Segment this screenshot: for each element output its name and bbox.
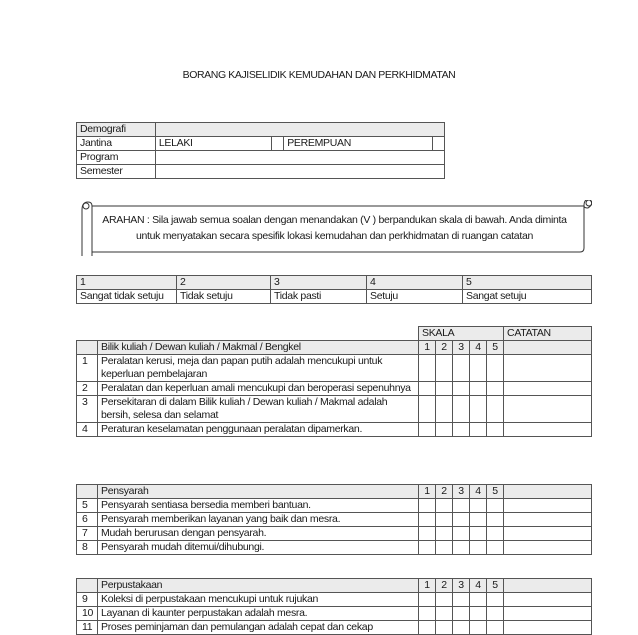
survey-row <box>77 541 592 555</box>
rating-cell-5[interactable] <box>487 513 504 527</box>
catatan-cell[interactable] <box>504 621 592 635</box>
scale-label: Setuju <box>367 290 463 304</box>
semester-field[interactable] <box>155 165 444 179</box>
rating-cell-2[interactable] <box>436 607 453 621</box>
rating-cell-1[interactable] <box>419 513 436 527</box>
catatan-cell[interactable] <box>504 355 592 382</box>
catatan-col-header <box>504 485 592 499</box>
demografi-table <box>76 122 445 179</box>
rating-cell-4[interactable] <box>470 527 487 541</box>
rating-cell-4[interactable] <box>470 607 487 621</box>
scale-number: 1 <box>77 276 177 290</box>
rating-cell-4[interactable] <box>470 355 487 382</box>
rating-cell-2[interactable] <box>436 527 453 541</box>
rating-cell-2[interactable] <box>436 423 453 437</box>
scale-col-header: 1 <box>419 485 436 499</box>
rating-cell-1[interactable] <box>419 621 436 635</box>
catatan-cell[interactable] <box>504 382 592 396</box>
rating-cell-3[interactable] <box>453 513 470 527</box>
rating-cell-4[interactable] <box>470 382 487 396</box>
survey-section-perpustakaan <box>76 578 592 635</box>
item-number: 7 <box>77 527 98 541</box>
catatan-cell[interactable] <box>504 513 592 527</box>
catatan-cell[interactable] <box>504 541 592 555</box>
item-text: Koleksi di perpustakaan mencukupi untuk rujukan <box>98 593 419 607</box>
scale-col-header: 4 <box>470 485 487 499</box>
scale-number: 4 <box>367 276 463 290</box>
scale-col-header: 1 <box>419 341 436 355</box>
rating-cell-4[interactable] <box>470 513 487 527</box>
option-lelaki-label: LELAKI <box>155 137 271 151</box>
rating-cell-3[interactable] <box>453 621 470 635</box>
program-field[interactable] <box>155 151 444 165</box>
catatan-cell[interactable] <box>504 423 592 437</box>
rating-cell-3[interactable] <box>453 355 470 382</box>
scale-label: Tidak setuju <box>177 290 271 304</box>
rating-cell-1[interactable] <box>419 355 436 382</box>
arahan-scroll-box <box>80 200 587 250</box>
rating-cell-4[interactable] <box>470 621 487 635</box>
catatan-col-header <box>504 341 592 355</box>
rating-cell-4[interactable] <box>470 593 487 607</box>
skala-header: SKALA <box>419 327 504 341</box>
survey-row <box>77 593 592 607</box>
survey-row <box>77 382 592 396</box>
rating-cell-5[interactable] <box>487 527 504 541</box>
rating-cell-2[interactable] <box>436 499 453 513</box>
rating-cell-2[interactable] <box>436 541 453 555</box>
semester-label: Semester <box>77 165 156 179</box>
rating-cell-1[interactable] <box>419 607 436 621</box>
survey-row <box>77 423 592 437</box>
catatan-cell[interactable] <box>504 527 592 541</box>
item-number: 3 <box>77 396 98 423</box>
survey-row <box>77 499 592 513</box>
item-number: 9 <box>77 593 98 607</box>
rating-cell-1[interactable] <box>419 423 436 437</box>
rating-cell-4[interactable] <box>470 541 487 555</box>
item-text: Peralatan kerusi, meja dan papan putih adalah mencukupi untuk keperluan pembelajaran <box>98 355 419 382</box>
catatan-cell[interactable] <box>504 607 592 621</box>
survey-section-pensyarah <box>76 484 592 555</box>
scale-label: Tidak pasti <box>271 290 367 304</box>
survey-row <box>77 607 592 621</box>
scale-col-header: 5 <box>487 341 504 355</box>
scale-col-header: 2 <box>436 341 453 355</box>
section-heading: Pensyarah <box>98 485 419 499</box>
scale-col-header: 3 <box>453 579 470 593</box>
item-number: 2 <box>77 382 98 396</box>
rating-cell-3[interactable] <box>453 396 470 423</box>
perempuan-checkbox[interactable] <box>432 137 444 151</box>
scale-label: Sangat setuju <box>463 290 592 304</box>
rating-cell-3[interactable] <box>453 527 470 541</box>
program-label: Program <box>77 151 156 165</box>
item-text: Layanan di kaunter perpustakan adalah mesra. <box>98 607 419 621</box>
item-text: Mudah berurusan dengan pensyarah. <box>98 527 419 541</box>
section-heading: Perpustakaan <box>98 579 419 593</box>
scale-number: 2 <box>177 276 271 290</box>
item-text: Peraturan keselamatan penggunaan peralatan dipamerkan. <box>98 423 419 437</box>
catatan-cell[interactable] <box>504 396 592 423</box>
rating-cell-5[interactable] <box>487 499 504 513</box>
rating-cell-3[interactable] <box>453 382 470 396</box>
rating-cell-2[interactable] <box>436 382 453 396</box>
rating-cell-5[interactable] <box>487 593 504 607</box>
demografi-header-blank <box>155 123 444 137</box>
catatan-col-header <box>504 579 592 593</box>
item-text: Pensyarah mudah ditemui/dihubungi. <box>98 541 419 555</box>
scale-col-header: 4 <box>470 341 487 355</box>
rating-cell-1[interactable] <box>419 593 436 607</box>
item-number: 10 <box>77 607 98 621</box>
rating-cell-5[interactable] <box>487 355 504 382</box>
scale-col-header: 4 <box>470 579 487 593</box>
survey-section-bilik-kuliah <box>76 326 592 437</box>
scale-number: 3 <box>271 276 367 290</box>
scale-col-header: 3 <box>453 485 470 499</box>
item-number: 11 <box>77 621 98 635</box>
rating-cell-3[interactable] <box>453 593 470 607</box>
demografi-header: Demografi <box>77 123 156 137</box>
catatan-cell[interactable] <box>504 499 592 513</box>
scale-label: Sangat tidak setuju <box>77 290 177 304</box>
section-heading: Bilik kuliah / Dewan kuliah / Makmal / Bengkel <box>98 341 419 355</box>
rating-cell-2[interactable] <box>436 621 453 635</box>
rating-cell-1[interactable] <box>419 527 436 541</box>
item-text: Pensyarah sentiasa bersedia memberi bantuan. <box>98 499 419 513</box>
rating-cell-4[interactable] <box>470 423 487 437</box>
survey-row <box>77 355 592 382</box>
rating-cell-2[interactable] <box>436 513 453 527</box>
no-header <box>77 579 98 593</box>
catatan-cell[interactable] <box>504 593 592 607</box>
scale-col-header: 3 <box>453 341 470 355</box>
rating-cell-2[interactable] <box>436 355 453 382</box>
scale-col-header: 1 <box>419 579 436 593</box>
no-header <box>77 341 98 355</box>
item-number: 4 <box>77 423 98 437</box>
scale-col-header: 5 <box>487 485 504 499</box>
document-title: BORANG KAJISELIDIK KEMUDAHAN DAN PERKHIDMATAN <box>182 69 456 81</box>
rating-cell-1[interactable] <box>419 541 436 555</box>
item-text: Persekitaran di dalam Bilik kuliah / Dewan kuliah / Makmal adalah bersih, selesa dan selamat <box>98 396 419 423</box>
scale-col-header: 2 <box>436 579 453 593</box>
lelaki-checkbox[interactable] <box>272 137 284 151</box>
rating-cell-1[interactable] <box>419 382 436 396</box>
rating-cell-5[interactable] <box>487 396 504 423</box>
item-number: 1 <box>77 355 98 382</box>
jantina-label: Jantina <box>77 137 156 151</box>
rating-cell-4[interactable] <box>470 499 487 513</box>
scale-col-header: 5 <box>487 579 504 593</box>
scale-col-header: 2 <box>436 485 453 499</box>
rating-cell-2[interactable] <box>436 593 453 607</box>
rating-cell-5[interactable] <box>487 423 504 437</box>
item-number: 8 <box>77 541 98 555</box>
item-text: Pensyarah memberikan layanan yang baik dan mesra. <box>98 513 419 527</box>
rating-cell-4[interactable] <box>470 396 487 423</box>
rating-cell-3[interactable] <box>453 541 470 555</box>
scale-number: 5 <box>463 276 592 290</box>
scale-legend-table <box>76 275 592 304</box>
option-perempuan-label: PEREMPUAN <box>284 137 433 151</box>
survey-row <box>77 396 592 423</box>
rating-cell-2[interactable] <box>436 396 453 423</box>
rating-cell-5[interactable] <box>487 607 504 621</box>
survey-row <box>77 527 592 541</box>
rating-cell-3[interactable] <box>453 607 470 621</box>
item-number: 6 <box>77 513 98 527</box>
rating-cell-3[interactable] <box>453 423 470 437</box>
rating-cell-1[interactable] <box>419 499 436 513</box>
arahan-text: ARAHAN : Sila jawab semua soalan dengan menandakan (V ) berpandukan skala di bawah. Anda diminta untuk menyatakan secara spesifik lokasi kemudahan dan perkhidmatan di ruangan catatan <box>102 214 567 242</box>
rating-cell-5[interactable] <box>487 382 504 396</box>
rating-cell-5[interactable] <box>487 541 504 555</box>
item-text: Peralatan dan keperluan amali mencukupi dan beroperasi sepenuhnya <box>98 382 419 396</box>
item-text: Proses peminjaman dan pemulangan adalah cepat dan cekap <box>98 621 419 635</box>
rating-cell-1[interactable] <box>419 396 436 423</box>
survey-row <box>77 621 592 635</box>
rating-cell-3[interactable] <box>453 499 470 513</box>
blank-cell <box>77 327 419 341</box>
rating-cell-5[interactable] <box>487 621 504 635</box>
no-header <box>77 485 98 499</box>
catatan-header: CATATAN <box>504 327 592 341</box>
survey-row <box>77 513 592 527</box>
item-number: 5 <box>77 499 98 513</box>
